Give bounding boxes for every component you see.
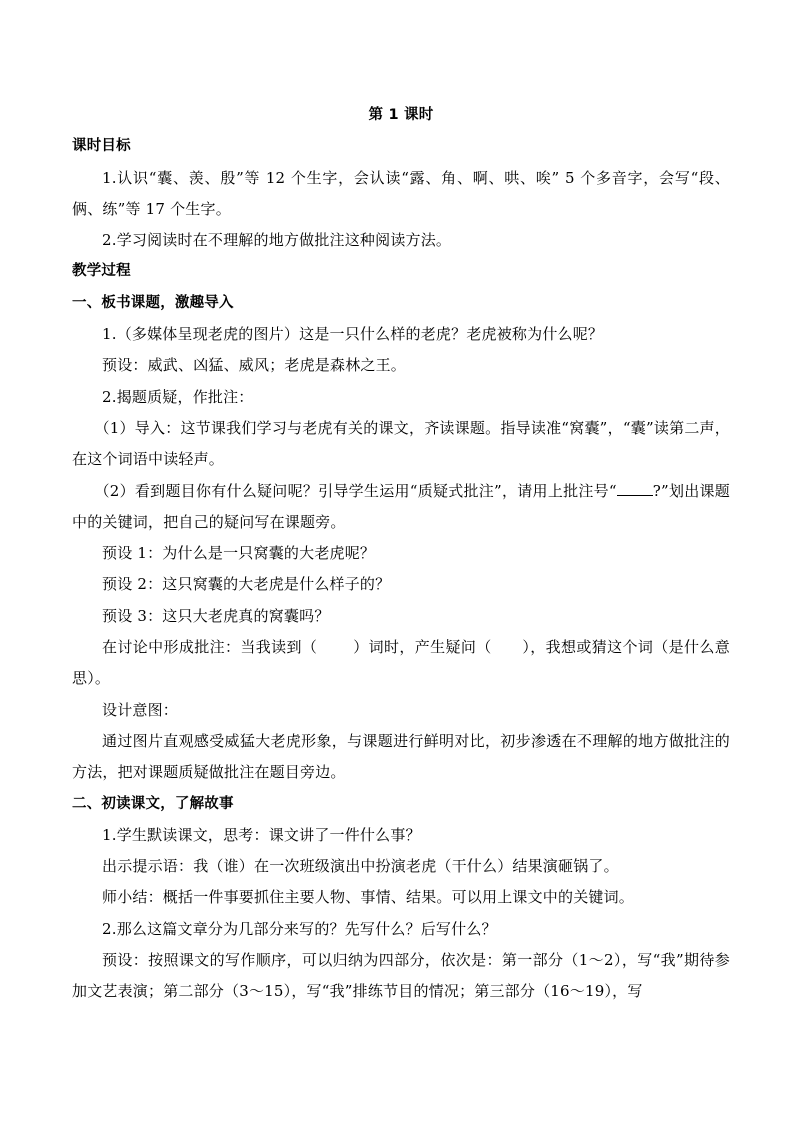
part-1-paragraph-2: 预设：威武、凶猛、威风；老虎是森林之王。 [102, 356, 407, 375]
part-1-heading: 一、板书课题，激趣导入 [72, 294, 234, 311]
annotation-instruction-end: ?”划出课题中的关键词，把自己的疑问写在课题旁。 [72, 481, 730, 531]
part-1-paragraph-1: 1.（多媒体呈现老虎的图片）这是一只什么样的老虎？老虎被称为什么呢？ [102, 325, 604, 344]
part-2-heading: 二、初读课文，了解故事 [72, 795, 234, 812]
goal-1: 1.认识“囊、羡、殷”等 12 个生字，会认读“露、角、啊、哄、唉” 5 个多音字，会写“段、俩、练”等 17 个生字。 [72, 168, 730, 218]
goals-heading: 课时目标 [72, 138, 131, 155]
part-2-paragraph-4: 2.那么这篇文章分为几部分来写的？先写什么？后写什么？ [102, 919, 497, 938]
part-1-paragraph-9: 在讨论中形成批注：当我读到（ ）词时，产生疑问（ ），我想或猜这个词（是什么意思）。 [72, 638, 730, 688]
part-1-paragraph-3: 2.揭题质疑，作批注： [102, 387, 254, 406]
annotation-instruction-start: （2）看到题目你有什么疑问呢？引导学生运用“质疑式批注”，请用上批注号“ [94, 481, 617, 500]
goal-2: 2.学习阅读时在不理解的地方做批注这种阅读方法。 [102, 231, 452, 250]
part-1-paragraph-7: 预设 2：这只窝囊的大老虎是什么样子的？ [102, 575, 391, 594]
document-body [72, 100, 730, 1008]
part-2-paragraph-1: 1.学生默读课文，思考：课文讲了一件什么事？ [102, 825, 421, 844]
annotation-blank [617, 483, 653, 496]
part-2-paragraph-2: 出示提示语：我（谁）在一次班级演出中扮演老虎（干什么）结果演砸锅了。 [102, 857, 619, 876]
part-1-paragraph-5 [72, 476, 730, 539]
process-heading: 教学过程 [72, 263, 131, 280]
design-intent-text: 通过图片直观感受威猛大老虎形象，与课题进行鲜明对比，初步渗透在不理解的地方做批注的方法，把对课题质疑做批注在题目旁边。 [72, 731, 730, 782]
part-2-paragraph-3: 师小结：概括一件事要抓住主要人物、事情、结果。可以用上课文中的关键词。 [102, 888, 635, 907]
part-2-paragraph-5: 预设：按照课文的写作顺序，可以归纳为四部分，依次是：第一部分（1～2），写“我”期待参加文艺表演；第二部分（3～15），写“我”排练节目的情况；第三部分（16～19），写 [72, 951, 730, 1001]
part-1-paragraph-6: 预设 1：为什么是一只窝囊的大老虎呢？ [102, 544, 376, 563]
part-1-paragraph-8: 预设 3：这只大老虎真的窝囊吗？ [102, 606, 330, 625]
lesson-title: 第 1 课时 [368, 107, 434, 123]
part-1-paragraph-4: （1）导入：这节课我们学习与老虎有关的课文，齐读课题。指导读准“窝囊”，“囊”读第二声，在这个词语中读轻声。 [72, 418, 730, 469]
design-intent-label: 设计意图： [102, 700, 179, 719]
